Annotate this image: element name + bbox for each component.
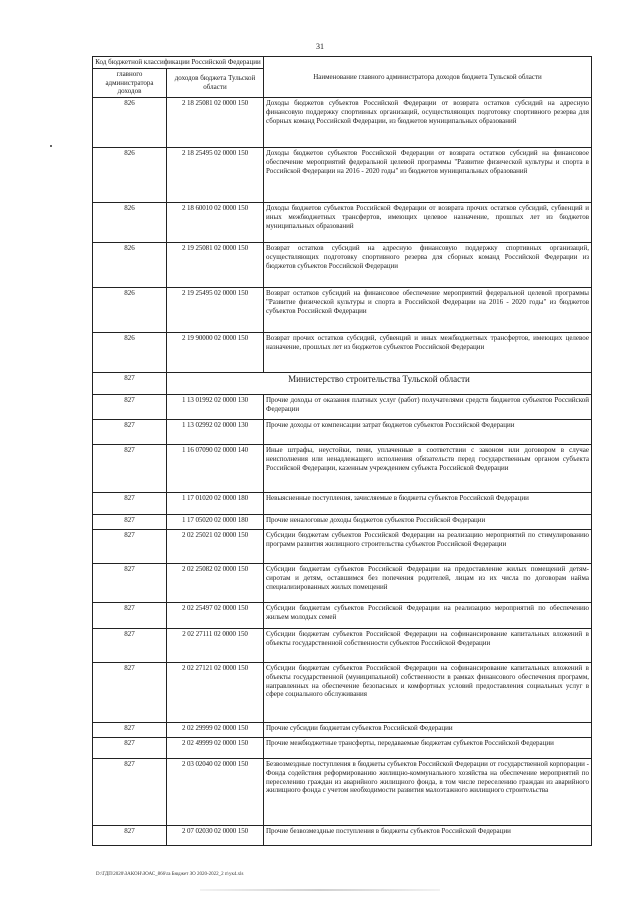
budget-classification-table [92,56,592,846]
income-name-cell: Доходы бюджетов субъектов Российской Федерации от возврата остатков субсидий на адресную финансовую поддержку спортивных организаций, осуществляющих подготовку спортивного резерва для сборных команд Российской Федерации, из бюджетов муниципальных образований [264,98,592,148]
income-code-cell: 1 16 07090 02 0000 140 [167,445,264,493]
header-admin-column: главного администратора доходов [93,68,167,97]
admin-code-cell: 827 [93,445,167,493]
scan-smudge [200,889,440,891]
income-name-cell: Прочие субсидии бюджетам субъектов Российской Федерации [264,723,592,738]
income-code-cell: 2 07 02030 02 0000 150 [167,826,264,846]
table-row [93,515,592,530]
income-name-cell: Доходы бюджетов субъектов Российской Федерации от возврата прочих остатков субсидий, субвенций и иных межбюджетных трансфертов, имеющих целевое назначение, прошлых лет из бюджетов муниципальных образований [264,203,592,243]
income-code-cell: 2 18 25081 02 0000 150 [167,98,264,148]
income-code-cell: 2 18 60010 02 0000 150 [167,203,264,243]
admin-code-cell: 827 [93,493,167,515]
admin-code-cell: 827 [93,564,167,603]
admin-code-cell: 827 [93,723,167,738]
income-code-cell: 1 13 01992 02 0000 130 [167,395,264,420]
admin-code-cell: 827 [93,663,167,723]
admin-code-cell: 827 [93,629,167,663]
admin-code-cell: 827 [93,826,167,846]
admin-code-cell: 826 [93,148,167,203]
income-code-cell: 2 02 27121 02 0000 150 [167,663,264,723]
header-name-column: Наименование главного администратора доходов бюджета Тульской области [264,57,592,98]
header-code-group: Код бюджетной классификации Российской Федерации [93,57,264,69]
section-title-cell: Министерство строительства Тульской области [167,373,592,395]
table-row [93,493,592,515]
admin-code-cell: 826 [93,243,167,288]
income-name-cell: Прочие неналоговые доходы бюджетов субъектов Российской Федерации [264,515,592,530]
income-name-cell: Прочие доходы от оказания платных услуг (работ) получателями средств бюджетов субъектов Российской Федерации [264,395,592,420]
page-number: 31 [316,42,324,51]
income-code-cell: 2 02 25082 02 0000 150 [167,564,264,603]
income-name-cell: Безвозмездные поступления в бюджеты субъектов Российской Федерации от государственной корпорации - Фонда содействия реформированию жилищно-коммунального хозяйства на обеспечение мероприятий по переселению граждан из аварийного жилищного фонда, в том числе переселению граждан из аварийного жилищного фонда с учетом необходимости развития малоэтажного жилищного строительства [264,759,592,826]
admin-code-cell: 827 [93,738,167,759]
table-row [93,420,592,445]
admin-code-cell: 827 [93,759,167,826]
income-name-cell: Доходы бюджетов субъектов Российской Федерации от возврата остатков субсидий на финансовое обеспечение мероприятий федеральной целевой программы "Развитие физической культуры и спорта в Российской Федерации на 2016 - 2020 годы" из бюджетов муниципальных образований [264,148,592,203]
table-row [93,629,592,663]
table-row [93,663,592,723]
income-name-cell: Субсидии бюджетам субъектов Российской Федерации на реализацию мероприятий по обеспечению жильем молодых семей [264,603,592,629]
income-name-cell: Прочие доходы от компенсации затрат бюджетов субъектов Российской Федерации [264,420,592,445]
income-code-cell: 2 02 25021 02 0000 150 [167,530,264,564]
table-header-row [93,57,592,69]
scan-speck [50,145,52,147]
income-code-cell: 2 19 25495 02 0000 150 [167,288,264,333]
income-code-cell: 2 03 02040 02 0000 150 [167,759,264,826]
header-income-column: доходов бюджета Тульской области [167,68,264,97]
income-name-cell: Возврат прочих остатков субсидий, субвенций и иных межбюджетных трансфертов, имеющих целевое назначение, прошлых лет из бюджетов субъектов Российской Федерации [264,333,592,373]
footer-file-path: D:\ГДП\2020\ЗАКОН\ЗОАС_866\ra Бюджет ЗО 2020-2022_2 п\ук4.xls [96,872,244,877]
table-row [93,759,592,826]
table-row [93,564,592,603]
income-code-cell: 2 02 29999 02 0000 150 [167,723,264,738]
table-row [93,98,592,148]
income-code-cell: 2 18 25495 02 0000 150 [167,148,264,203]
income-code-cell: 2 19 25081 02 0000 150 [167,243,264,288]
income-name-cell: Субсидии бюджетам субъектов Российской Федерации на предоставление жилых помещений детям-сиротам и детям, оставшимся без попечения родителей, лицам из их числа по договорам найма специализированных жилых помещений [264,564,592,603]
admin-code-cell: 827 [93,420,167,445]
income-name-cell: Возврат остатков субсидий на адресную финансовую поддержку спортивных организаций, осуществляющих подготовку спортивного резерва для сборных команд Российской Федерации из бюджетов субъектов Российской Федерации [264,243,592,288]
income-name-cell: Невыясненные поступления, зачисляемые в бюджеты субъектов Российской Федерации [264,493,592,515]
table-row [93,723,592,738]
table-row [93,445,592,493]
admin-code-cell: 827 [93,373,167,395]
income-name-cell: Прочие безвозмездные поступления в бюджеты субъектов Российской Федерации [264,826,592,846]
income-name-cell: Субсидии бюджетам субъектов Российской Федерации на софинансирование капитальных вложений в объекты государственной (муниципальной) собственности в рамках финансового обеспечения программ, направленных на обеспечение безопасных и комфортных условий предоставления социальных услуг в сфере социального обслуживания [264,663,592,723]
admin-code-cell: 826 [93,333,167,373]
admin-code-cell: 827 [93,515,167,530]
admin-code-cell: 826 [93,203,167,243]
table-row [93,826,592,846]
income-code-cell: 2 02 25497 02 0000 150 [167,603,264,629]
admin-code-cell: 826 [93,98,167,148]
table-row [93,203,592,243]
admin-code-cell: 826 [93,288,167,333]
income-code-cell: 1 13 02992 02 0000 130 [167,420,264,445]
table-row [93,530,592,564]
admin-code-cell: 827 [93,395,167,420]
income-code-cell: 2 02 27111 02 0000 150 [167,629,264,663]
table-row [93,333,592,373]
admin-code-cell: 827 [93,530,167,564]
income-name-cell: Иные штрафы, неустойки, пени, уплаченные в соответствии с законом или договором в случае неисполнения или ненадлежащего исполнения обязательств перед государственным органом субъекта Российской Федерации, казенным учреждением субъекта Российской Федерации [264,445,592,493]
income-name-cell: Прочие межбюджетные трансферты, передаваемые бюджетам субъектов Российской Федерации [264,738,592,759]
table-row [93,738,592,759]
table-row [93,603,592,629]
table-row [93,288,592,333]
table-row [93,148,592,203]
section-header-row [93,373,592,395]
income-name-cell: Возврат остатков субсидий на финансовое обеспечение мероприятий федеральной целевой программы "Развитие физической культуры и спорта в Российской Федерации на 2016 - 2020 годы" из бюджетов субъектов Российской Федерации [264,288,592,333]
income-name-cell: Субсидии бюджетам субъектов Российской Федерации на реализацию мероприятий по стимулированию программ развития жилищного строительства субъектов Российской Федерации [264,530,592,564]
income-code-cell: 2 02 49999 02 0000 150 [167,738,264,759]
table-row [93,243,592,288]
income-code-cell: 1 17 01020 02 0000 180 [167,493,264,515]
income-code-cell: 1 17 05020 02 0000 180 [167,515,264,530]
table-row [93,395,592,420]
admin-code-cell: 827 [93,603,167,629]
table-body [93,98,592,846]
income-code-cell: 2 19 90000 02 0000 150 [167,333,264,373]
income-name-cell: Субсидии бюджетам субъектов Российской Федерации на софинансирование капитальных вложений в объекты государственной собственности субъектов Российской Федерации [264,629,592,663]
